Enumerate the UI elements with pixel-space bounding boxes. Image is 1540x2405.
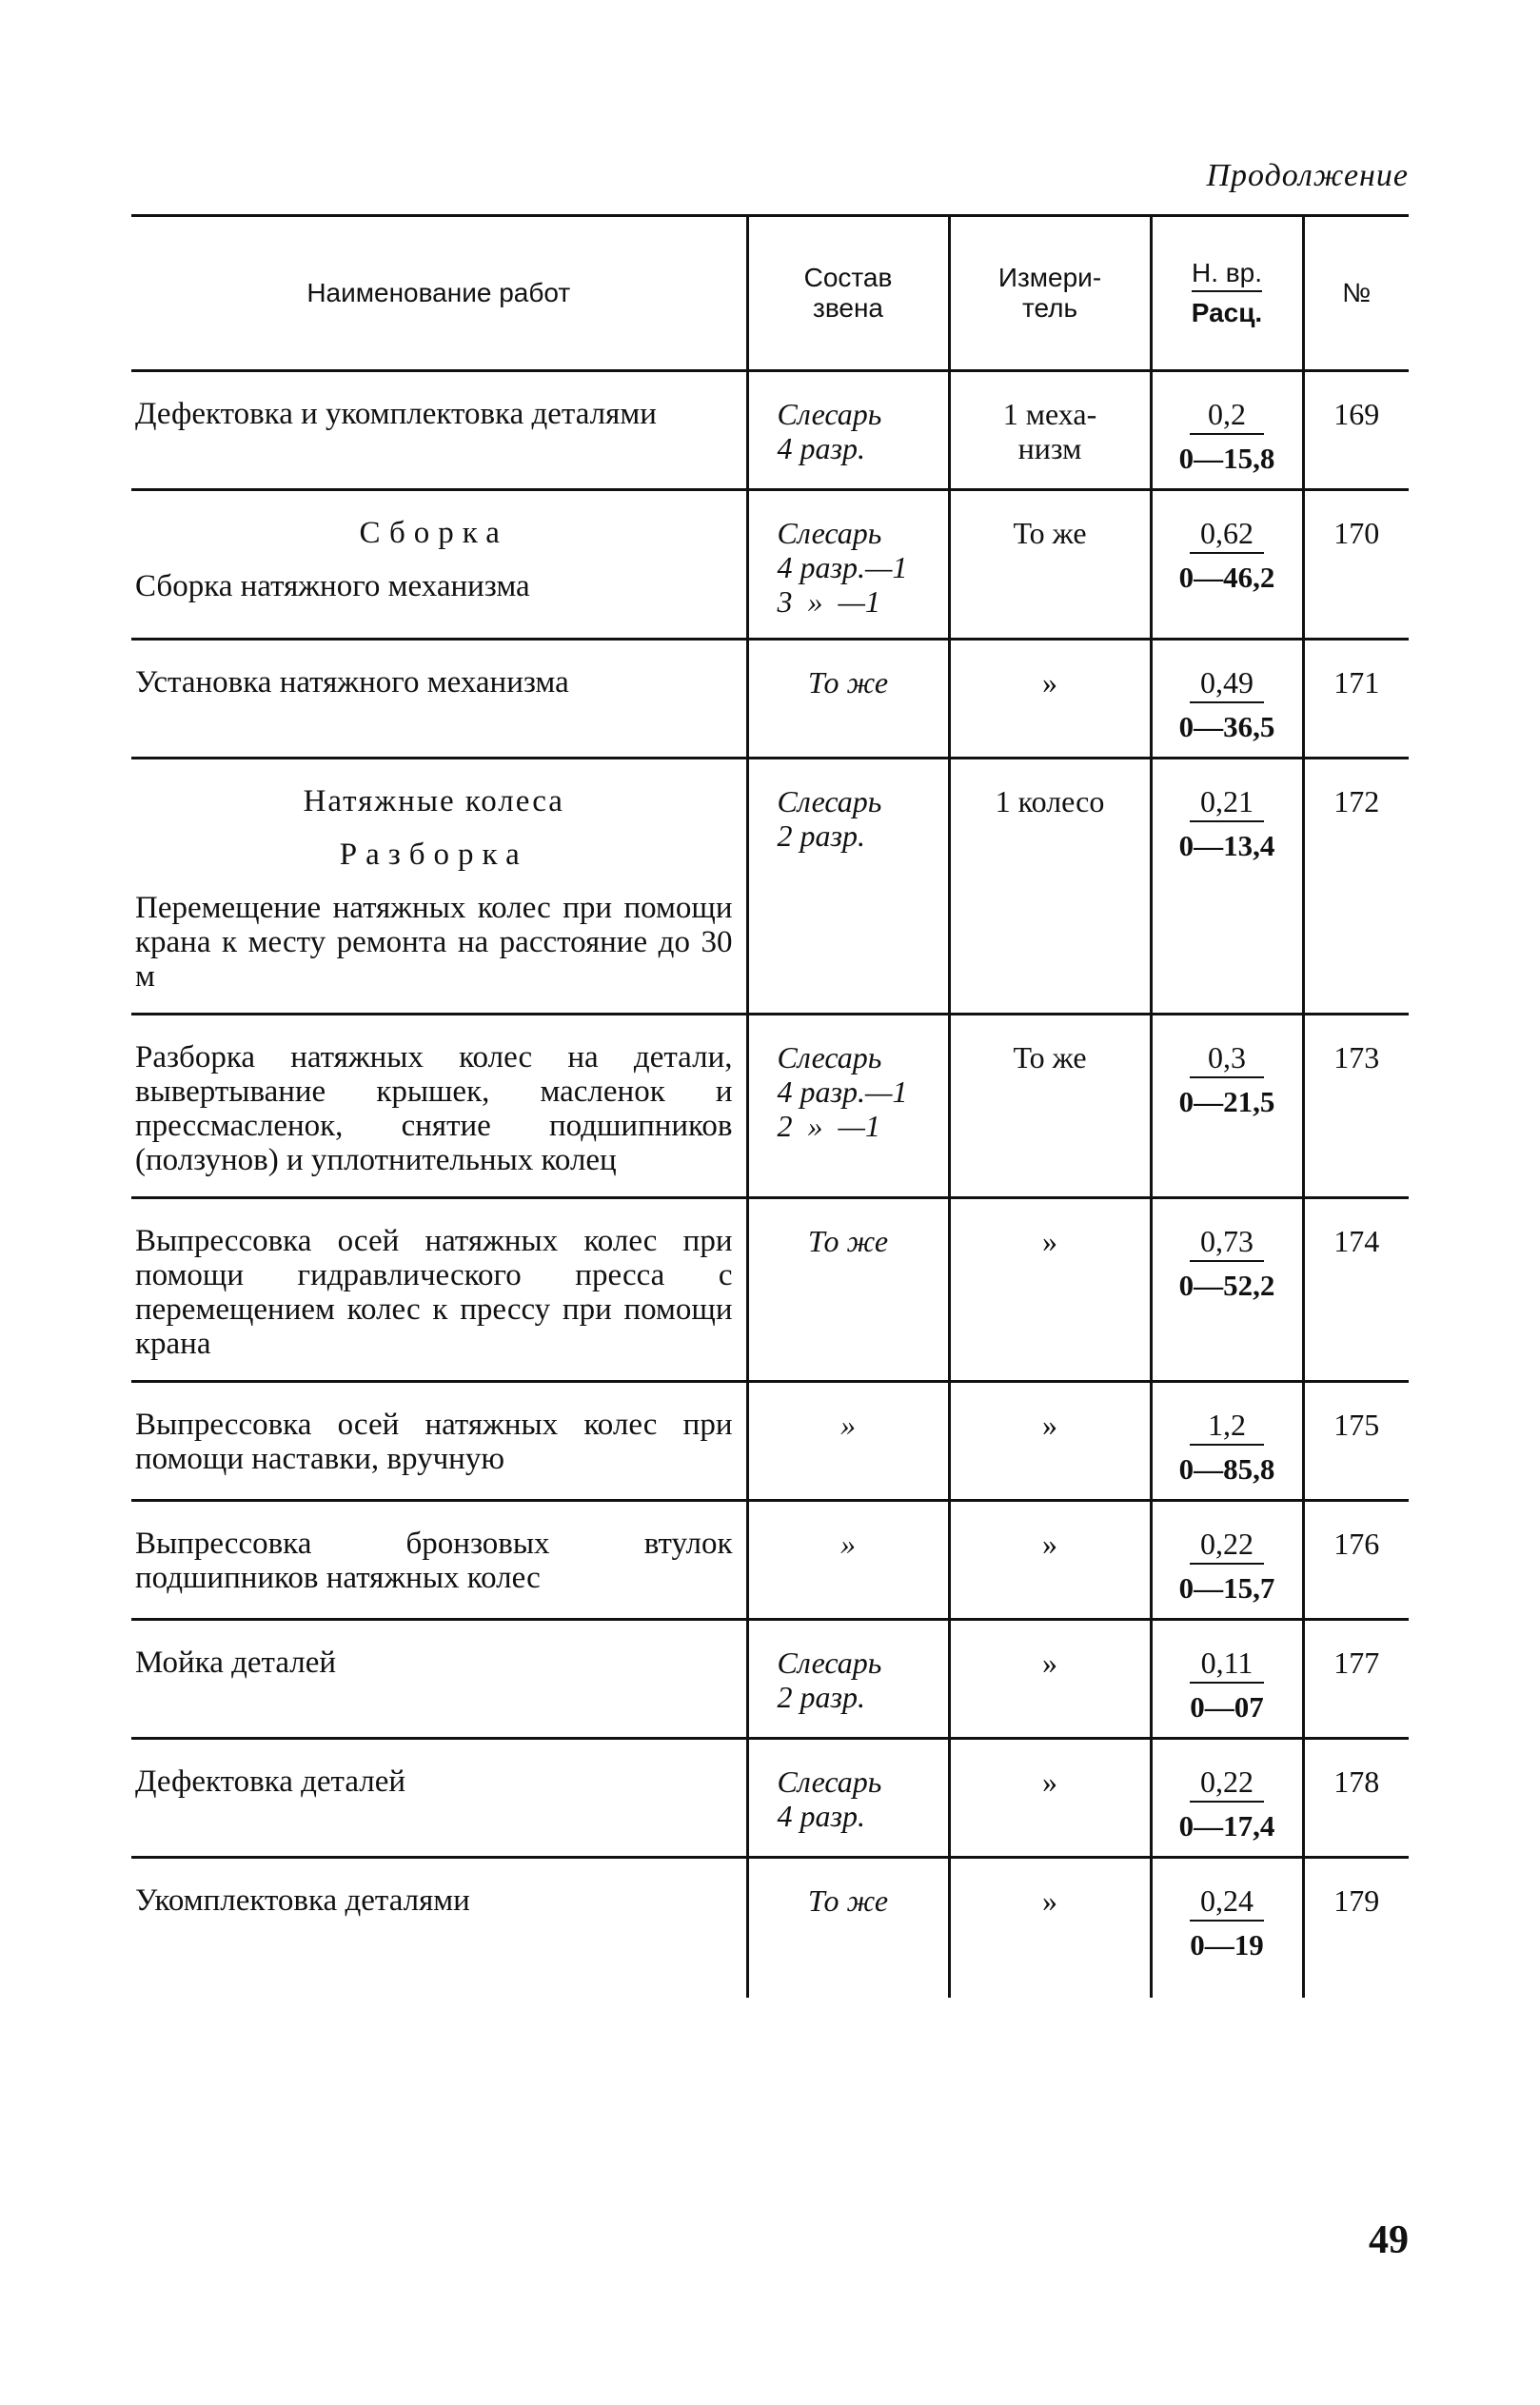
norm-rate-cell xyxy=(1151,1198,1303,1382)
work-name-cell xyxy=(131,1620,747,1739)
row-number-cell: 175 xyxy=(1303,1382,1409,1501)
unit-cell: » xyxy=(949,1858,1151,1999)
row-number-cell: 171 xyxy=(1303,640,1409,759)
continuation-label: Продолжение xyxy=(1206,158,1409,193)
work-name-cell xyxy=(131,1382,747,1501)
work-name-cell xyxy=(131,1015,747,1198)
crew-cell: То же xyxy=(747,640,949,759)
unit-cell: » xyxy=(949,1739,1151,1858)
work-name-cell xyxy=(131,490,747,640)
row-number-cell: 174 xyxy=(1303,1198,1409,1382)
row-number-cell: 179 xyxy=(1303,1858,1409,1999)
norm-rate-cell xyxy=(1151,1620,1303,1739)
pay-rate: 0—07 xyxy=(1190,1690,1264,1724)
norm-rate-cell xyxy=(1151,1382,1303,1501)
work-name: Мойка деталей xyxy=(135,1646,337,1680)
unit-cell: » xyxy=(949,1198,1151,1382)
work-name-cell xyxy=(131,371,747,490)
section-heading: Разборка xyxy=(339,838,528,872)
pay-rate: 0—15,7 xyxy=(1178,1571,1275,1605)
crew-cell: Слесарь 2 разр. xyxy=(747,1620,949,1739)
time-norm: 0,11 xyxy=(1190,1646,1264,1684)
pay-rate: 0—13,4 xyxy=(1178,829,1275,862)
unit-cell: 1 меха- низм xyxy=(949,371,1151,490)
table-row xyxy=(131,1198,1409,1382)
pay-rate: 0—19 xyxy=(1190,1928,1264,1961)
time-norm: 1,2 xyxy=(1190,1408,1264,1446)
norm-rate-cell xyxy=(1151,371,1303,490)
norm-rate-cell xyxy=(1151,1015,1303,1198)
work-name-cell xyxy=(131,640,747,759)
table-row xyxy=(131,640,1409,759)
unit-cell: » xyxy=(949,1620,1151,1739)
row-number-cell: 177 xyxy=(1303,1620,1409,1739)
row-number-cell: 172 xyxy=(1303,759,1409,1015)
crew-cell: Слесарь 4 разр.—1 3 » —1 xyxy=(747,490,949,640)
row-number-cell: 176 xyxy=(1303,1501,1409,1620)
unit-cell: То же xyxy=(949,1015,1151,1198)
unit-cell: 1 колесо xyxy=(949,759,1151,1015)
table-row xyxy=(131,1015,1409,1198)
pay-rate: 0—85,8 xyxy=(1178,1452,1275,1486)
table-header-row xyxy=(131,216,1409,371)
header-work-name: Наименование работ xyxy=(131,216,747,371)
labor-norms-table xyxy=(131,214,1409,1998)
table-row xyxy=(131,1858,1409,1999)
norm-rate-cell xyxy=(1151,640,1303,759)
header-number: № xyxy=(1303,216,1409,371)
work-name: Дефектовка деталей xyxy=(135,1764,406,1799)
crew-cell: » xyxy=(747,1382,949,1501)
table-row xyxy=(131,1501,1409,1620)
work-name: Дефектовка и укомплектовка деталями xyxy=(135,397,657,431)
pay-rate: 0—46,2 xyxy=(1178,561,1275,594)
time-norm: 0,73 xyxy=(1190,1224,1264,1262)
work-name: Разборка натяжных колес на детали, вывертывание крышек, масленок и прессмасленок, снятие подшипников (ползунов) и уплотнительных колец xyxy=(135,1040,733,1177)
crew-cell: То же xyxy=(747,1198,949,1382)
header-unit: Измери-тель xyxy=(949,216,1151,371)
section-heading: Натяжные колеса xyxy=(303,784,564,818)
pay-rate: 0—36,5 xyxy=(1178,710,1275,743)
table-row xyxy=(131,1739,1409,1858)
page-number: 49 xyxy=(1369,2218,1409,2262)
time-norm: 0,22 xyxy=(1190,1764,1264,1803)
header-norm: Н. вр. xyxy=(1192,258,1262,292)
time-norm: 0,62 xyxy=(1190,516,1264,554)
norm-rate-cell xyxy=(1151,1858,1303,1999)
crew-cell: Слесарь 4 разр.—1 2 » —1 xyxy=(747,1015,949,1198)
work-name: Выпрессовка бронзовых втулок подшипников натяжных колес xyxy=(135,1527,733,1595)
work-name-cell xyxy=(131,1858,747,1999)
norm-rate-cell xyxy=(1151,1739,1303,1858)
table-row xyxy=(131,1382,1409,1501)
crew-cell: Слесарь 2 разр. xyxy=(747,759,949,1015)
row-number-cell: 173 xyxy=(1303,1015,1409,1198)
pay-rate: 0—17,4 xyxy=(1178,1809,1275,1843)
row-number-cell: 170 xyxy=(1303,490,1409,640)
crew-cell: » xyxy=(747,1501,949,1620)
unit-cell: » xyxy=(949,640,1151,759)
table-row xyxy=(131,371,1409,490)
table-row xyxy=(131,1620,1409,1739)
work-name-cell xyxy=(131,1739,747,1858)
row-number-cell: 169 xyxy=(1303,371,1409,490)
work-name-cell xyxy=(131,1501,747,1620)
work-name: Укомплектовка деталями xyxy=(135,1883,470,1918)
time-norm: 0,24 xyxy=(1190,1883,1264,1922)
work-name: Выпрессовка осей натяжных колес при помощи наставки, вручную xyxy=(135,1408,733,1476)
time-norm: 0,49 xyxy=(1190,665,1264,703)
pay-rate: 0—21,5 xyxy=(1178,1085,1275,1118)
time-norm: 0,3 xyxy=(1190,1040,1264,1078)
pay-rate: 0—52,2 xyxy=(1178,1269,1275,1302)
unit-cell: » xyxy=(949,1382,1151,1501)
time-norm: 0,2 xyxy=(1190,397,1264,435)
pay-rate: 0—15,8 xyxy=(1178,442,1275,475)
time-norm: 0,21 xyxy=(1190,784,1264,822)
table-row xyxy=(131,759,1409,1015)
header-rate: Расц. xyxy=(1191,298,1263,327)
header-norm-rate xyxy=(1151,216,1303,371)
time-norm: 0,22 xyxy=(1190,1527,1264,1565)
unit-cell: » xyxy=(949,1501,1151,1620)
unit-cell: То же xyxy=(949,490,1151,640)
work-name-cell xyxy=(131,1198,747,1382)
norm-rate-cell xyxy=(1151,759,1303,1015)
norm-rate-cell xyxy=(1151,1501,1303,1620)
work-name: Сборка натяжного механизма xyxy=(135,569,530,603)
crew-cell: То же xyxy=(747,1858,949,1999)
work-name: Перемещение натяжных колес при помощи крана к месту ремонта на расстояние до 30 м xyxy=(135,891,733,994)
header-crew: Состав звена xyxy=(747,216,949,371)
section-heading: Сборка xyxy=(359,516,508,550)
row-number-cell: 178 xyxy=(1303,1739,1409,1858)
norm-rate-cell xyxy=(1151,490,1303,640)
crew-cell: Слесарь 4 разр. xyxy=(747,371,949,490)
work-name-cell xyxy=(131,759,747,1015)
work-name: Выпрессовка осей натяжных колес при помощи гидравлического пресса с перемещением колес к прессу при помощи крана xyxy=(135,1224,733,1361)
crew-cell: Слесарь 4 разр. xyxy=(747,1739,949,1858)
table-row xyxy=(131,490,1409,640)
work-name: Установка натяжного механизма xyxy=(135,665,569,700)
